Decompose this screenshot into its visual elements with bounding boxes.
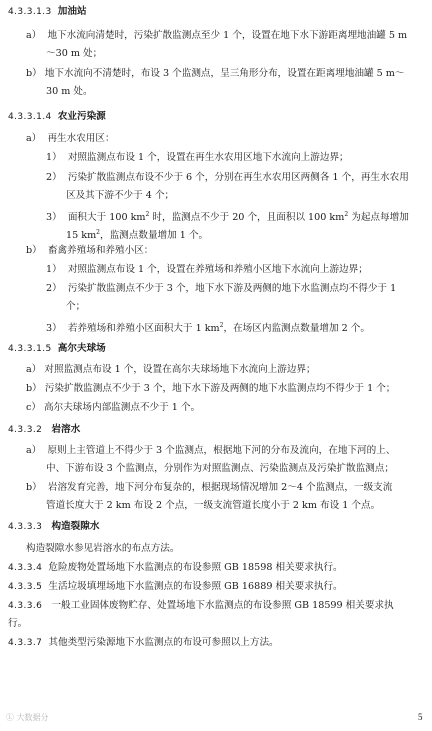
paragraph-text: 中、下游布设 3 个监测点，分别作为对照监测点、污染监测点及污染扩散监测点；	[46, 463, 394, 474]
paragraph-text: 为起点每增加	[348, 212, 409, 224]
list-label: a）	[26, 364, 42, 375]
list-item	[26, 482, 392, 494]
list-label: 2）	[46, 283, 62, 294]
paragraph-text: 时，监测点不少于 20 个，且面积以 100 km	[149, 212, 345, 224]
paragraph-text: 行。	[8, 618, 28, 629]
list-item	[26, 383, 395, 395]
list-label: 1）	[46, 264, 62, 275]
paragraph-text: 区及其下游不少于 4 个；	[66, 190, 175, 201]
clause-number: 4.3.3.4	[8, 563, 43, 573]
list-item	[26, 30, 407, 42]
superscript: 2	[96, 229, 100, 236]
paragraph-text: 高尔夫球场内部监测点不少于 1 个。	[44, 402, 201, 413]
paragraph-text: 岩溶发育完善，地下河分布复杂的，根据现场情况增加 2～4 个监测点，一级支流	[47, 482, 393, 493]
superscript: 2	[344, 211, 349, 218]
paragraph-text: 再生水农用区：	[47, 133, 115, 144]
list-label: b）	[26, 245, 42, 256]
list-item	[26, 402, 200, 414]
clause	[8, 562, 343, 574]
section-number: 4.3.3.2	[8, 425, 43, 435]
clause	[8, 637, 279, 649]
paragraph-text: ，监测点数量增加 1 个。	[100, 230, 209, 242]
paragraph-text: 地下水流向不清楚时，布设 3 个监测点，呈三角形分布，设置在距离埋地油罐 5 m～	[44, 68, 405, 79]
paragraph-text: 若养殖场和养殖小区面积大于 1 km	[67, 323, 220, 335]
list-item	[26, 133, 115, 145]
section-title: 加油站	[57, 6, 87, 17]
clause-number: 4.3.3.5	[8, 582, 43, 592]
paragraph-text: 对照监测点布设 1 个，设置在高尔夫球场地下水流向上游边界；	[44, 364, 316, 375]
clause-number: 4.3.3.6	[8, 601, 43, 611]
paragraph-text: ～30 m 处；	[46, 48, 103, 59]
paragraph-text: 面积大于 100 km	[67, 212, 146, 224]
paragraph-text: 对照监测点布设 1 个，设置在养殖场和养殖小区地下水流向上游边界；	[67, 264, 368, 275]
list-item	[26, 245, 153, 257]
list-item	[46, 172, 409, 184]
paragraph-text: 构造裂隙水参见岩溶水的布点方法。	[26, 543, 180, 554]
paragraph-text: 污染扩散监测点不少于 3 个，地下水下游及两侧的地下水监测点均不得少于 1 个；	[44, 383, 396, 394]
section-heading	[8, 6, 87, 18]
paragraph-text: 污染扩散监测点不少于 3 个，地下水下游及两侧的地下水监测点均不得少于 1	[67, 283, 397, 294]
list-label: b）	[26, 68, 42, 79]
list-label: b）	[26, 383, 42, 394]
section-heading	[8, 111, 106, 123]
section-heading	[8, 424, 80, 436]
paragraph-text: 管道长度大于 2 km 布设 2 个点，一级支流管道长度小于 2 km 布设 1 个点。	[46, 500, 381, 511]
list-item	[46, 264, 368, 276]
clause-number: 4.3.3.7	[8, 638, 43, 648]
paragraph-text: 15 km	[66, 230, 97, 242]
watermark-logo: Ⓛ 大数据分	[6, 713, 49, 722]
list-label: c）	[26, 402, 41, 413]
section-number: 4.3.3.1.5	[8, 344, 52, 354]
section-title: 高尔夫球场	[57, 343, 106, 354]
section-title: 农业污染源	[57, 111, 106, 122]
list-label: 3）	[46, 323, 62, 335]
clause	[8, 581, 343, 593]
list-item	[26, 364, 316, 376]
paragraph-text	[66, 227, 208, 242]
superscript: 2	[145, 211, 150, 218]
list-item	[46, 320, 370, 335]
section-number: 4.3.3.3	[8, 522, 43, 532]
list-label: 1）	[46, 152, 62, 163]
section-title: 岩溶水	[51, 424, 81, 435]
paragraph-text: 地下水流向清楚时，污染扩散监测点至少 1 个，设置在地下水下游距离埋地油罐 5 m	[47, 30, 408, 41]
paragraph-text: 危险废物处置场地下水监测点的布设参照 GB 18598 相关要求执行。	[48, 562, 343, 573]
list-label: a）	[26, 133, 42, 144]
paragraph-text: 其他类型污染源地下水监测点的布设可参照以上方法。	[48, 637, 279, 648]
clause	[8, 600, 394, 612]
section-number: 4.3.3.1.4	[8, 112, 52, 122]
list-item	[26, 445, 395, 457]
list-label: 2）	[46, 172, 62, 183]
section-number: 4.3.3.1.3	[8, 7, 52, 17]
paragraph-text: 个；	[66, 301, 86, 312]
paragraph-text: 生活垃圾填埋场地下水监测点的布设参照 GB 16889 相关要求执行。	[48, 581, 343, 592]
paragraph-text: 原则上主管道上不得少于 3 个监测点，根据地下河的分布及流向，在地下河的上、	[47, 445, 396, 456]
paragraph-text: 畜禽养殖场和养殖小区：	[47, 245, 154, 256]
section-heading	[8, 521, 99, 533]
list-item	[46, 209, 409, 224]
paragraph-text: 对照监测点布设 1 个，设置在再生水农用区地下水流向上游边界；	[67, 152, 349, 163]
list-label: b）	[26, 482, 42, 493]
list-label: a）	[26, 30, 42, 41]
list-item	[26, 68, 405, 80]
list-label: 3）	[46, 212, 62, 224]
paragraph-text: ，在场区内监测点数量增加 2 个。	[223, 323, 370, 335]
paragraph-text: 污染扩散监测点布设不少于 6 个，分别在再生水农用区两侧各 1 个，再生水农用	[67, 172, 409, 183]
page-number: 5	[418, 712, 423, 722]
section-heading	[8, 343, 106, 355]
section-title: 构造裂隙水	[51, 521, 100, 532]
list-item	[46, 283, 396, 295]
list-item	[46, 152, 349, 164]
paragraph-text: 30 m 处。	[46, 86, 93, 97]
list-label: a）	[26, 445, 42, 456]
superscript: 2	[219, 322, 224, 329]
paragraph-text: 一般工业固体废物贮存、处置场地下水监测点的布设参照 GB 18599 相关要求执	[51, 600, 394, 611]
